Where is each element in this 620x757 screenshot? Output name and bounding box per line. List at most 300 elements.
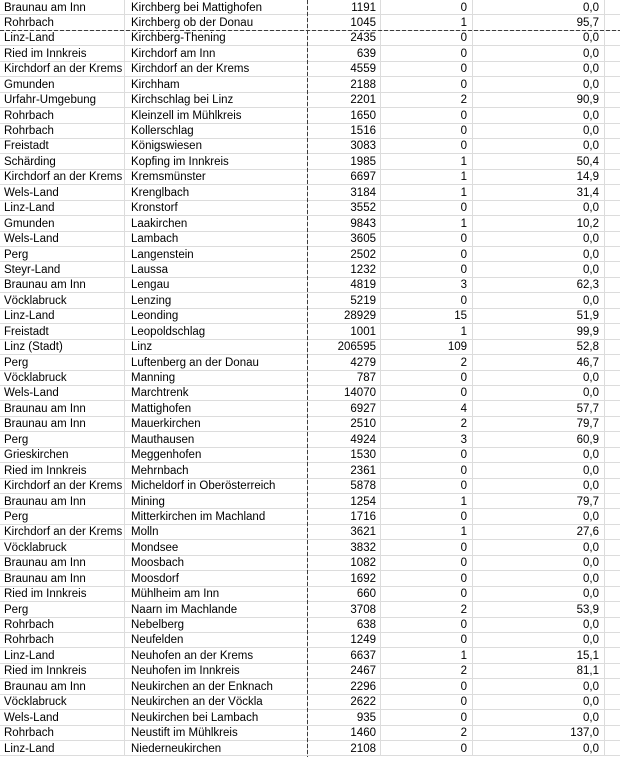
cell-population[interactable]: 4559 bbox=[308, 62, 381, 76]
cell-population[interactable]: 2502 bbox=[308, 247, 381, 261]
cell-municipality[interactable]: Lambach bbox=[125, 232, 308, 246]
cell-cases[interactable]: 0 bbox=[381, 139, 473, 153]
cell-municipality[interactable]: Leopoldschlag bbox=[125, 324, 308, 338]
cell-rate[interactable]: 0,0 bbox=[473, 571, 605, 585]
cell-cases[interactable]: 2 bbox=[381, 726, 473, 740]
cell-population[interactable]: 1082 bbox=[308, 556, 381, 570]
cell-rate[interactable]: 60,9 bbox=[473, 432, 605, 446]
cell-cases[interactable]: 0 bbox=[381, 124, 473, 138]
cell-district[interactable]: Gmunden bbox=[0, 216, 125, 230]
cell-cases[interactable]: 0 bbox=[381, 509, 473, 523]
cell-municipality[interactable]: Kleinzell im Mühlkreis bbox=[125, 108, 308, 122]
cell-empty[interactable] bbox=[605, 77, 620, 91]
cell-cases[interactable]: 0 bbox=[381, 448, 473, 462]
cell-population[interactable]: 6927 bbox=[308, 401, 381, 415]
cell-district[interactable]: Linz-Land bbox=[0, 201, 125, 215]
cell-population[interactable]: 1516 bbox=[308, 124, 381, 138]
cell-municipality[interactable]: Nebelberg bbox=[125, 618, 308, 632]
cell-population[interactable]: 1692 bbox=[308, 571, 381, 585]
table-row bbox=[0, 648, 620, 663]
cell-rate[interactable]: 0,0 bbox=[473, 0, 605, 14]
cell-population[interactable]: 2296 bbox=[308, 679, 381, 693]
cell-district[interactable]: Braunau am Inn bbox=[0, 571, 125, 585]
cell-rate[interactable]: 0,0 bbox=[473, 695, 605, 709]
cell-empty[interactable] bbox=[605, 463, 620, 477]
cell-rate[interactable]: 0,0 bbox=[473, 108, 605, 122]
cell-empty[interactable] bbox=[605, 401, 620, 415]
cell-empty[interactable] bbox=[605, 571, 620, 585]
cell-cases[interactable]: 0 bbox=[381, 741, 473, 755]
cell-cases[interactable]: 0 bbox=[381, 710, 473, 724]
cell-empty[interactable] bbox=[605, 448, 620, 462]
cell-empty[interactable] bbox=[605, 154, 620, 168]
cell-cases[interactable]: 0 bbox=[381, 695, 473, 709]
cell-rate[interactable]: 0,0 bbox=[473, 479, 605, 493]
cell-municipality[interactable]: Mitterkirchen im Machland bbox=[125, 509, 308, 523]
cell-cases[interactable]: 0 bbox=[381, 77, 473, 91]
cell-district[interactable]: Ried im Innkreis bbox=[0, 46, 125, 60]
cell-municipality[interactable]: Laakirchen bbox=[125, 216, 308, 230]
cell-district[interactable]: Rohrbach bbox=[0, 633, 125, 647]
cell-population[interactable]: 3184 bbox=[308, 185, 381, 199]
cell-municipality[interactable]: Kirchdorf am Inn bbox=[125, 46, 308, 60]
cell-district[interactable]: Rohrbach bbox=[0, 618, 125, 632]
cell-population[interactable]: 2622 bbox=[308, 695, 381, 709]
cell-district[interactable]: Kirchdorf an der Krems bbox=[0, 62, 125, 76]
cell-rate[interactable]: 0,0 bbox=[473, 540, 605, 554]
cell-municipality[interactable]: Kronstorf bbox=[125, 201, 308, 215]
cell-cases[interactable]: 0 bbox=[381, 0, 473, 14]
cell-municipality[interactable]: Mining bbox=[125, 494, 308, 508]
cell-empty[interactable] bbox=[605, 124, 620, 138]
cell-district[interactable]: Freistadt bbox=[0, 139, 125, 153]
cell-empty[interactable] bbox=[605, 371, 620, 385]
cell-rate[interactable]: 0,0 bbox=[473, 62, 605, 76]
cell-population[interactable]: 787 bbox=[308, 371, 381, 385]
cell-cases[interactable]: 1 bbox=[381, 216, 473, 230]
cell-rate[interactable]: 0,0 bbox=[473, 293, 605, 307]
cell-municipality[interactable]: Naarn im Machlande bbox=[125, 602, 308, 616]
cell-rate[interactable]: 0,0 bbox=[473, 679, 605, 693]
cell-population[interactable]: 9843 bbox=[308, 216, 381, 230]
cell-cases[interactable]: 0 bbox=[381, 556, 473, 570]
cell-empty[interactable] bbox=[605, 679, 620, 693]
cell-municipality[interactable]: Neuhofen an der Krems bbox=[125, 648, 308, 662]
cell-cases[interactable]: 0 bbox=[381, 386, 473, 400]
cell-empty[interactable] bbox=[605, 216, 620, 230]
cell-municipality[interactable]: Neukirchen an der Enknach bbox=[125, 679, 308, 693]
cell-cases[interactable]: 0 bbox=[381, 201, 473, 215]
cell-population[interactable]: 14070 bbox=[308, 386, 381, 400]
cell-population[interactable]: 2201 bbox=[308, 93, 381, 107]
cell-municipality[interactable]: Königswiesen bbox=[125, 139, 308, 153]
cell-population[interactable]: 3621 bbox=[308, 525, 381, 539]
cell-empty[interactable] bbox=[605, 602, 620, 616]
cell-municipality[interactable]: Leonding bbox=[125, 309, 308, 323]
cell-cases[interactable]: 0 bbox=[381, 540, 473, 554]
cell-rate[interactable]: 99,9 bbox=[473, 324, 605, 338]
cell-district[interactable]: Wels-Land bbox=[0, 185, 125, 199]
cell-district[interactable]: Perg bbox=[0, 602, 125, 616]
cell-empty[interactable] bbox=[605, 540, 620, 554]
cell-municipality[interactable]: Meggenhofen bbox=[125, 448, 308, 462]
cell-municipality[interactable]: Kirchdorf an der Krems bbox=[125, 62, 308, 76]
cell-cases[interactable]: 4 bbox=[381, 401, 473, 415]
cell-cases[interactable]: 1 bbox=[381, 170, 473, 184]
cell-cases[interactable]: 0 bbox=[381, 62, 473, 76]
cell-rate[interactable]: 10,2 bbox=[473, 216, 605, 230]
cell-rate[interactable]: 0,0 bbox=[473, 77, 605, 91]
cell-cases[interactable]: 1 bbox=[381, 185, 473, 199]
cell-empty[interactable] bbox=[605, 201, 620, 215]
cell-cases[interactable]: 0 bbox=[381, 247, 473, 261]
cell-empty[interactable] bbox=[605, 741, 620, 755]
cell-population[interactable]: 5219 bbox=[308, 293, 381, 307]
cell-district[interactable]: Linz-Land bbox=[0, 309, 125, 323]
cell-cases[interactable]: 2 bbox=[381, 664, 473, 678]
cell-population[interactable]: 1045 bbox=[308, 15, 381, 29]
cell-rate[interactable]: 90,9 bbox=[473, 93, 605, 107]
cell-district[interactable]: Linz-Land bbox=[0, 31, 125, 45]
cell-municipality[interactable]: Lengau bbox=[125, 278, 308, 292]
cell-empty[interactable] bbox=[605, 340, 620, 354]
cell-rate[interactable]: 53,9 bbox=[473, 602, 605, 616]
cell-district[interactable]: Rohrbach bbox=[0, 124, 125, 138]
table-row bbox=[0, 556, 620, 571]
cell-district[interactable]: Braunau am Inn bbox=[0, 494, 125, 508]
cell-empty[interactable] bbox=[605, 170, 620, 184]
cell-municipality[interactable]: Mühlheim am Inn bbox=[125, 587, 308, 601]
cell-district[interactable]: Braunau am Inn bbox=[0, 556, 125, 570]
cell-municipality[interactable]: Kirchberg-Thening bbox=[125, 31, 308, 45]
cell-district[interactable]: Braunau am Inn bbox=[0, 278, 125, 292]
cell-population[interactable]: 2510 bbox=[308, 417, 381, 431]
cell-rate[interactable]: 0,0 bbox=[473, 463, 605, 477]
cell-rate[interactable]: 14,9 bbox=[473, 170, 605, 184]
table-row bbox=[0, 31, 620, 46]
cell-district[interactable]: Braunau am Inn bbox=[0, 0, 125, 14]
cell-cases[interactable]: 109 bbox=[381, 340, 473, 354]
cell-rate[interactable]: 0,0 bbox=[473, 124, 605, 138]
cell-rate[interactable]: 0,0 bbox=[473, 587, 605, 601]
cell-rate[interactable]: 0,0 bbox=[473, 232, 605, 246]
cell-empty[interactable] bbox=[605, 355, 620, 369]
cell-cases[interactable]: 0 bbox=[381, 108, 473, 122]
cell-empty[interactable] bbox=[605, 185, 620, 199]
cell-district[interactable]: Braunau am Inn bbox=[0, 401, 125, 415]
cell-rate[interactable]: 0,0 bbox=[473, 509, 605, 523]
cell-municipality[interactable]: Mondsee bbox=[125, 540, 308, 554]
cell-empty[interactable] bbox=[605, 0, 620, 14]
cell-cases[interactable]: 15 bbox=[381, 309, 473, 323]
cell-population[interactable]: 1985 bbox=[308, 154, 381, 168]
cell-population[interactable]: 3605 bbox=[308, 232, 381, 246]
cell-cases[interactable]: 2 bbox=[381, 93, 473, 107]
cell-cases[interactable]: 0 bbox=[381, 587, 473, 601]
cell-rate[interactable]: 0,0 bbox=[473, 139, 605, 153]
cell-rate[interactable]: 0,0 bbox=[473, 386, 605, 400]
cell-municipality[interactable]: Luftenberg an der Donau bbox=[125, 355, 308, 369]
cell-empty[interactable] bbox=[605, 324, 620, 338]
cell-population[interactable]: 1001 bbox=[308, 324, 381, 338]
cell-municipality[interactable]: Kirchschlag bei Linz bbox=[125, 93, 308, 107]
cell-empty[interactable] bbox=[605, 494, 620, 508]
cell-rate[interactable]: 0,0 bbox=[473, 633, 605, 647]
cell-cases[interactable]: 1 bbox=[381, 15, 473, 29]
cell-empty[interactable] bbox=[605, 648, 620, 662]
cell-municipality[interactable]: Kirchham bbox=[125, 77, 308, 91]
cell-empty[interactable] bbox=[605, 247, 620, 261]
cell-cases[interactable]: 1 bbox=[381, 154, 473, 168]
cell-empty[interactable] bbox=[605, 31, 620, 45]
cell-population[interactable]: 2467 bbox=[308, 664, 381, 678]
cell-municipality[interactable]: Lenzing bbox=[125, 293, 308, 307]
cell-population[interactable]: 639 bbox=[308, 46, 381, 60]
cell-rate[interactable]: 0,0 bbox=[473, 710, 605, 724]
cell-rate[interactable]: 31,4 bbox=[473, 185, 605, 199]
cell-empty[interactable] bbox=[605, 587, 620, 601]
cell-district[interactable]: Schärding bbox=[0, 154, 125, 168]
table-row bbox=[0, 340, 620, 355]
cell-district[interactable]: Urfahr-Umgebung bbox=[0, 93, 125, 107]
cell-rate[interactable]: 15,1 bbox=[473, 648, 605, 662]
cell-rate[interactable]: 62,3 bbox=[473, 278, 605, 292]
cell-district[interactable]: Vöcklabruck bbox=[0, 293, 125, 307]
cell-cases[interactable]: 2 bbox=[381, 355, 473, 369]
cell-empty[interactable] bbox=[605, 139, 620, 153]
cell-cases[interactable]: 2 bbox=[381, 417, 473, 431]
cell-municipality[interactable]: Kirchberg ob der Donau bbox=[125, 15, 308, 29]
cell-cases[interactable]: 1 bbox=[381, 324, 473, 338]
cell-rate[interactable]: 27,6 bbox=[473, 525, 605, 539]
cell-population[interactable]: 1530 bbox=[308, 448, 381, 462]
cell-population[interactable]: 28929 bbox=[308, 309, 381, 323]
cell-municipality[interactable]: Langenstein bbox=[125, 247, 308, 261]
cell-population[interactable]: 935 bbox=[308, 710, 381, 724]
cell-empty[interactable] bbox=[605, 695, 620, 709]
cell-cases[interactable]: 0 bbox=[381, 633, 473, 647]
cell-cases[interactable]: 0 bbox=[381, 232, 473, 246]
cell-cases[interactable]: 3 bbox=[381, 278, 473, 292]
cell-rate[interactable]: 46,7 bbox=[473, 355, 605, 369]
cell-population[interactable]: 5878 bbox=[308, 479, 381, 493]
cell-district[interactable]: Vöcklabruck bbox=[0, 371, 125, 385]
cell-population[interactable]: 2361 bbox=[308, 463, 381, 477]
cell-district[interactable]: Vöcklabruck bbox=[0, 695, 125, 709]
cell-cases[interactable]: 0 bbox=[381, 371, 473, 385]
cell-rate[interactable]: 79,7 bbox=[473, 494, 605, 508]
cell-rate[interactable]: 50,4 bbox=[473, 154, 605, 168]
cell-population[interactable]: 3708 bbox=[308, 602, 381, 616]
cell-population[interactable]: 6697 bbox=[308, 170, 381, 184]
cell-empty[interactable] bbox=[605, 309, 620, 323]
cell-municipality[interactable]: Marchtrenk bbox=[125, 386, 308, 400]
cell-district[interactable]: Kirchdorf an der Krems bbox=[0, 479, 125, 493]
cell-municipality[interactable]: Neustift im Mühlkreis bbox=[125, 726, 308, 740]
cell-population[interactable]: 4819 bbox=[308, 278, 381, 292]
cell-municipality[interactable]: Neukirchen bei Lambach bbox=[125, 710, 308, 724]
cell-municipality[interactable]: Mauthausen bbox=[125, 432, 308, 446]
table-row bbox=[0, 618, 620, 633]
cell-municipality[interactable]: Manning bbox=[125, 371, 308, 385]
cell-empty[interactable] bbox=[605, 108, 620, 122]
cell-population[interactable]: 4924 bbox=[308, 432, 381, 446]
cell-cases[interactable]: 3 bbox=[381, 432, 473, 446]
cell-empty[interactable] bbox=[605, 293, 620, 307]
cell-district[interactable]: Freistadt bbox=[0, 324, 125, 338]
cell-municipality[interactable]: Molln bbox=[125, 525, 308, 539]
cell-population[interactable]: 2108 bbox=[308, 741, 381, 755]
cell-district[interactable]: Ried im Innkreis bbox=[0, 463, 125, 477]
cell-empty[interactable] bbox=[605, 525, 620, 539]
cell-rate[interactable]: 0,0 bbox=[473, 262, 605, 276]
cell-rate[interactable]: 0,0 bbox=[473, 31, 605, 45]
cell-municipality[interactable]: Neukirchen an der Vöckla bbox=[125, 695, 308, 709]
cell-municipality[interactable]: Niederneukirchen bbox=[125, 741, 308, 755]
cell-population[interactable]: 660 bbox=[308, 587, 381, 601]
cell-municipality[interactable]: Moosdorf bbox=[125, 571, 308, 585]
cell-district[interactable]: Vöcklabruck bbox=[0, 540, 125, 554]
cell-cases[interactable]: 0 bbox=[381, 31, 473, 45]
cell-rate[interactable]: 0,0 bbox=[473, 618, 605, 632]
cell-district[interactable]: Ried im Innkreis bbox=[0, 664, 125, 678]
cell-population[interactable]: 6637 bbox=[308, 648, 381, 662]
cell-cases[interactable]: 0 bbox=[381, 293, 473, 307]
cell-district[interactable]: Ried im Innkreis bbox=[0, 587, 125, 601]
cell-rate[interactable]: 57,7 bbox=[473, 401, 605, 415]
cell-empty[interactable] bbox=[605, 556, 620, 570]
cell-rate[interactable]: 0,0 bbox=[473, 371, 605, 385]
cell-municipality[interactable]: Mehrnbach bbox=[125, 463, 308, 477]
cell-empty[interactable] bbox=[605, 278, 620, 292]
cell-cases[interactable]: 0 bbox=[381, 479, 473, 493]
cell-empty[interactable] bbox=[605, 664, 620, 678]
cell-district[interactable]: Rohrbach bbox=[0, 15, 125, 29]
cell-rate[interactable]: 0,0 bbox=[473, 247, 605, 261]
cell-cases[interactable]: 2 bbox=[381, 602, 473, 616]
cell-district[interactable]: Perg bbox=[0, 509, 125, 523]
cell-cases[interactable]: 0 bbox=[381, 618, 473, 632]
cell-district[interactable]: Rohrbach bbox=[0, 108, 125, 122]
cell-empty[interactable] bbox=[605, 633, 620, 647]
cell-population[interactable]: 1460 bbox=[308, 726, 381, 740]
table-row bbox=[0, 448, 620, 463]
cell-population[interactable]: 206595 bbox=[308, 340, 381, 354]
cell-cases[interactable]: 0 bbox=[381, 463, 473, 477]
cell-district[interactable]: Perg bbox=[0, 247, 125, 261]
cell-municipality[interactable]: Mattighofen bbox=[125, 401, 308, 415]
cell-municipality[interactable]: Krenglbach bbox=[125, 185, 308, 199]
cell-population[interactable]: 3832 bbox=[308, 540, 381, 554]
cell-empty[interactable] bbox=[605, 726, 620, 740]
cell-district[interactable]: Rohrbach bbox=[0, 726, 125, 740]
cell-cases[interactable]: 0 bbox=[381, 679, 473, 693]
cell-empty[interactable] bbox=[605, 618, 620, 632]
cell-empty[interactable] bbox=[605, 710, 620, 724]
cell-empty[interactable] bbox=[605, 62, 620, 76]
cell-district[interactable]: Perg bbox=[0, 432, 125, 446]
cell-rate[interactable]: 79,7 bbox=[473, 417, 605, 431]
cell-empty[interactable] bbox=[605, 386, 620, 400]
cell-population[interactable]: 1191 bbox=[308, 0, 381, 14]
cell-district[interactable]: Linz (Stadt) bbox=[0, 340, 125, 354]
cell-district[interactable]: Kirchdorf an der Krems bbox=[0, 170, 125, 184]
cell-population[interactable]: 1650 bbox=[308, 108, 381, 122]
cell-rate[interactable]: 137,0 bbox=[473, 726, 605, 740]
cell-municipality[interactable]: Micheldorf in Oberösterreich bbox=[125, 479, 308, 493]
cell-population[interactable]: 3552 bbox=[308, 201, 381, 215]
cell-district[interactable]: Perg bbox=[0, 355, 125, 369]
cell-empty[interactable] bbox=[605, 93, 620, 107]
cell-cases[interactable]: 1 bbox=[381, 525, 473, 539]
cell-rate[interactable]: 0,0 bbox=[473, 46, 605, 60]
cell-cases[interactable]: 1 bbox=[381, 494, 473, 508]
cell-population[interactable]: 2188 bbox=[308, 77, 381, 91]
cell-rate[interactable]: 52,8 bbox=[473, 340, 605, 354]
cell-municipality[interactable]: Laussa bbox=[125, 262, 308, 276]
cell-cases[interactable]: 1 bbox=[381, 648, 473, 662]
cell-empty[interactable] bbox=[605, 479, 620, 493]
cell-municipality[interactable]: Neuhofen im Innkreis bbox=[125, 664, 308, 678]
cell-district[interactable]: Gmunden bbox=[0, 77, 125, 91]
cell-municipality[interactable]: Moosbach bbox=[125, 556, 308, 570]
cell-municipality[interactable]: Kopfing im Innkreis bbox=[125, 154, 308, 168]
cell-rate[interactable]: 51,9 bbox=[473, 309, 605, 323]
cell-population[interactable]: 4279 bbox=[308, 355, 381, 369]
cell-population[interactable]: 2435 bbox=[308, 31, 381, 45]
cell-rate[interactable]: 81,1 bbox=[473, 664, 605, 678]
cell-district[interactable]: Wels-Land bbox=[0, 710, 125, 724]
cell-empty[interactable] bbox=[605, 417, 620, 431]
cell-district[interactable]: Braunau am Inn bbox=[0, 679, 125, 693]
cell-rate[interactable]: 95,7 bbox=[473, 15, 605, 29]
cell-empty[interactable] bbox=[605, 46, 620, 60]
cell-population[interactable]: 638 bbox=[308, 618, 381, 632]
cell-municipality[interactable]: Linz bbox=[125, 340, 308, 354]
cell-rate[interactable]: 0,0 bbox=[473, 448, 605, 462]
cell-empty[interactable] bbox=[605, 15, 620, 29]
cell-empty[interactable] bbox=[605, 262, 620, 276]
cell-empty[interactable] bbox=[605, 232, 620, 246]
cell-cases[interactable]: 0 bbox=[381, 571, 473, 585]
cell-municipality[interactable]: Mauerkirchen bbox=[125, 417, 308, 431]
cell-district[interactable]: Steyr-Land bbox=[0, 262, 125, 276]
cell-district[interactable]: Braunau am Inn bbox=[0, 417, 125, 431]
cell-municipality[interactable]: Kirchberg bei Mattighofen bbox=[125, 0, 308, 14]
cell-district[interactable]: Grieskirchen bbox=[0, 448, 125, 462]
cell-population[interactable]: 1716 bbox=[308, 509, 381, 523]
cell-municipality[interactable]: Neufelden bbox=[125, 633, 308, 647]
cell-population[interactable]: 3083 bbox=[308, 139, 381, 153]
cell-empty[interactable] bbox=[605, 509, 620, 523]
cell-rate[interactable]: 0,0 bbox=[473, 201, 605, 215]
cell-empty[interactable] bbox=[605, 432, 620, 446]
cell-rate[interactable]: 0,0 bbox=[473, 741, 605, 755]
cell-district[interactable]: Wels-Land bbox=[0, 232, 125, 246]
cell-district[interactable]: Wels-Land bbox=[0, 386, 125, 400]
cell-population[interactable]: 1249 bbox=[308, 633, 381, 647]
cell-population[interactable]: 1254 bbox=[308, 494, 381, 508]
cell-cases[interactable]: 0 bbox=[381, 46, 473, 60]
cell-population[interactable]: 1232 bbox=[308, 262, 381, 276]
cell-district[interactable]: Linz-Land bbox=[0, 741, 125, 755]
cell-municipality[interactable]: Kollerschlag bbox=[125, 124, 308, 138]
cell-district[interactable]: Linz-Land bbox=[0, 648, 125, 662]
cell-rate[interactable]: 0,0 bbox=[473, 556, 605, 570]
cell-cases[interactable]: 0 bbox=[381, 262, 473, 276]
cell-municipality[interactable]: Kremsmünster bbox=[125, 170, 308, 184]
cell-district[interactable]: Kirchdorf an der Krems bbox=[0, 525, 125, 539]
